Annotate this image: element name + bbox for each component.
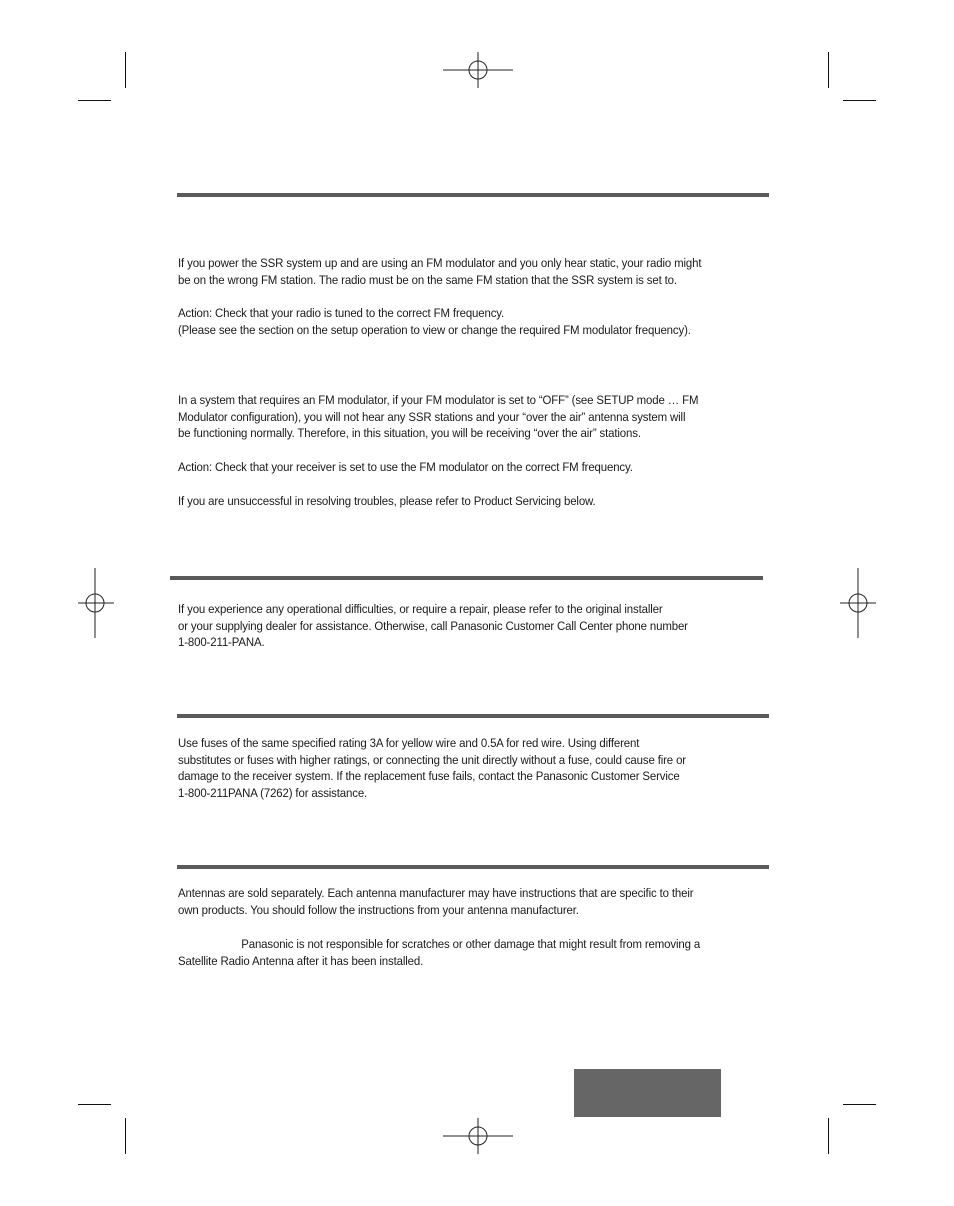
wrong-station-action <box>178 305 736 338</box>
modulator-off-paragraph <box>178 392 736 442</box>
section-divider-troubleshooting <box>177 193 769 197</box>
section-divider-servicing <box>170 576 763 580</box>
text-line: 1-800-211-PANA. <box>178 635 265 649</box>
page-tab-block <box>574 1069 721 1117</box>
section-divider-fuse <box>177 714 769 718</box>
fuse-paragraph <box>178 735 736 801</box>
text-line: be on the wrong FM station. The radio must be on the same FM station that the SSR system is set to. <box>178 272 677 287</box>
modulator-off-action <box>178 459 736 476</box>
text-line: If you experience any operational difficulties, or require a repair, please refer to the original installer <box>178 602 663 616</box>
registration-mark-bottom-icon <box>443 1118 513 1154</box>
text-line: Panasonic is not responsible for scratches or other damage that might result from removing a <box>241 937 701 951</box>
antenna-paragraph <box>178 885 736 918</box>
crop-mark-top-left-vertical <box>125 52 126 88</box>
crop-mark-bottom-left-vertical <box>125 1118 126 1154</box>
antenna-notice <box>178 936 736 969</box>
wrong-station-paragraph <box>178 255 736 288</box>
troubleshooting-referral <box>178 493 736 510</box>
text-line: be functioning normally. Therefore, in this situation, you will be receiving “over the air” stations. <box>178 426 641 440</box>
crop-mark-top-left-horizontal <box>78 100 111 101</box>
text-line: Use fuses of the same specified rating 3A for yellow wire and 0.5A for red wire. Using different <box>178 736 640 750</box>
registration-mark-top-icon <box>443 52 513 88</box>
text-line: Action: Check that your radio is tuned to the correct FM frequency. <box>178 306 505 320</box>
text-line: Action: Check that your receiver is set to use the FM modulator on the correct FM frequency. <box>178 460 633 474</box>
text-line: If you power the SSR system up and are using an FM modulator and you only hear static, your radio might <box>178 256 702 270</box>
text-line: If you are unsuccessful in resolving troubles, please refer to Product Servicing below. <box>178 494 596 508</box>
text-line: damage to the receiver system. If the replacement fuse fails, contact the Panasonic Customer Service <box>178 769 680 783</box>
servicing-paragraph <box>178 601 736 651</box>
text-line: substitutes or fuses with higher ratings, or connecting the unit directly without a fuse, could cause fire or <box>178 752 686 767</box>
registration-mark-right-icon <box>840 568 876 638</box>
text-line: Satellite Radio Antenna after it has been installed. <box>178 953 424 968</box>
registration-mark-left-icon <box>78 568 114 638</box>
text-line: own products. You should follow the instructions from your antenna manufacturer. <box>178 902 579 917</box>
text-line: 1-800-211PANA (7262) for assistance. <box>178 785 368 800</box>
text-line: Antennas are sold separately. Each antenna manufacturer may have instructions that are specific to their <box>178 886 694 900</box>
text-line: In a system that requires an FM modulator, if your FM modulator is set to “OFF” (see SETUP mode … FM <box>178 393 699 407</box>
crop-mark-bottom-right-vertical <box>828 1118 829 1154</box>
text-line: or your supplying dealer for assistance. Otherwise, call Panasonic Customer Call Center phone number <box>178 618 688 633</box>
text-line: Modulator configuration), you will not hear any SSR stations and your “over the air” antenna system will <box>178 409 686 424</box>
crop-mark-bottom-right-horizontal <box>843 1104 876 1105</box>
crop-mark-top-right-horizontal <box>843 100 876 101</box>
text-line: (Please see the section on the setup operation to view or change the required FM modulator frequency). <box>178 322 691 337</box>
crop-mark-top-right-vertical <box>828 52 829 88</box>
section-divider-antenna <box>177 865 769 869</box>
crop-mark-bottom-left-horizontal <box>78 1104 111 1105</box>
